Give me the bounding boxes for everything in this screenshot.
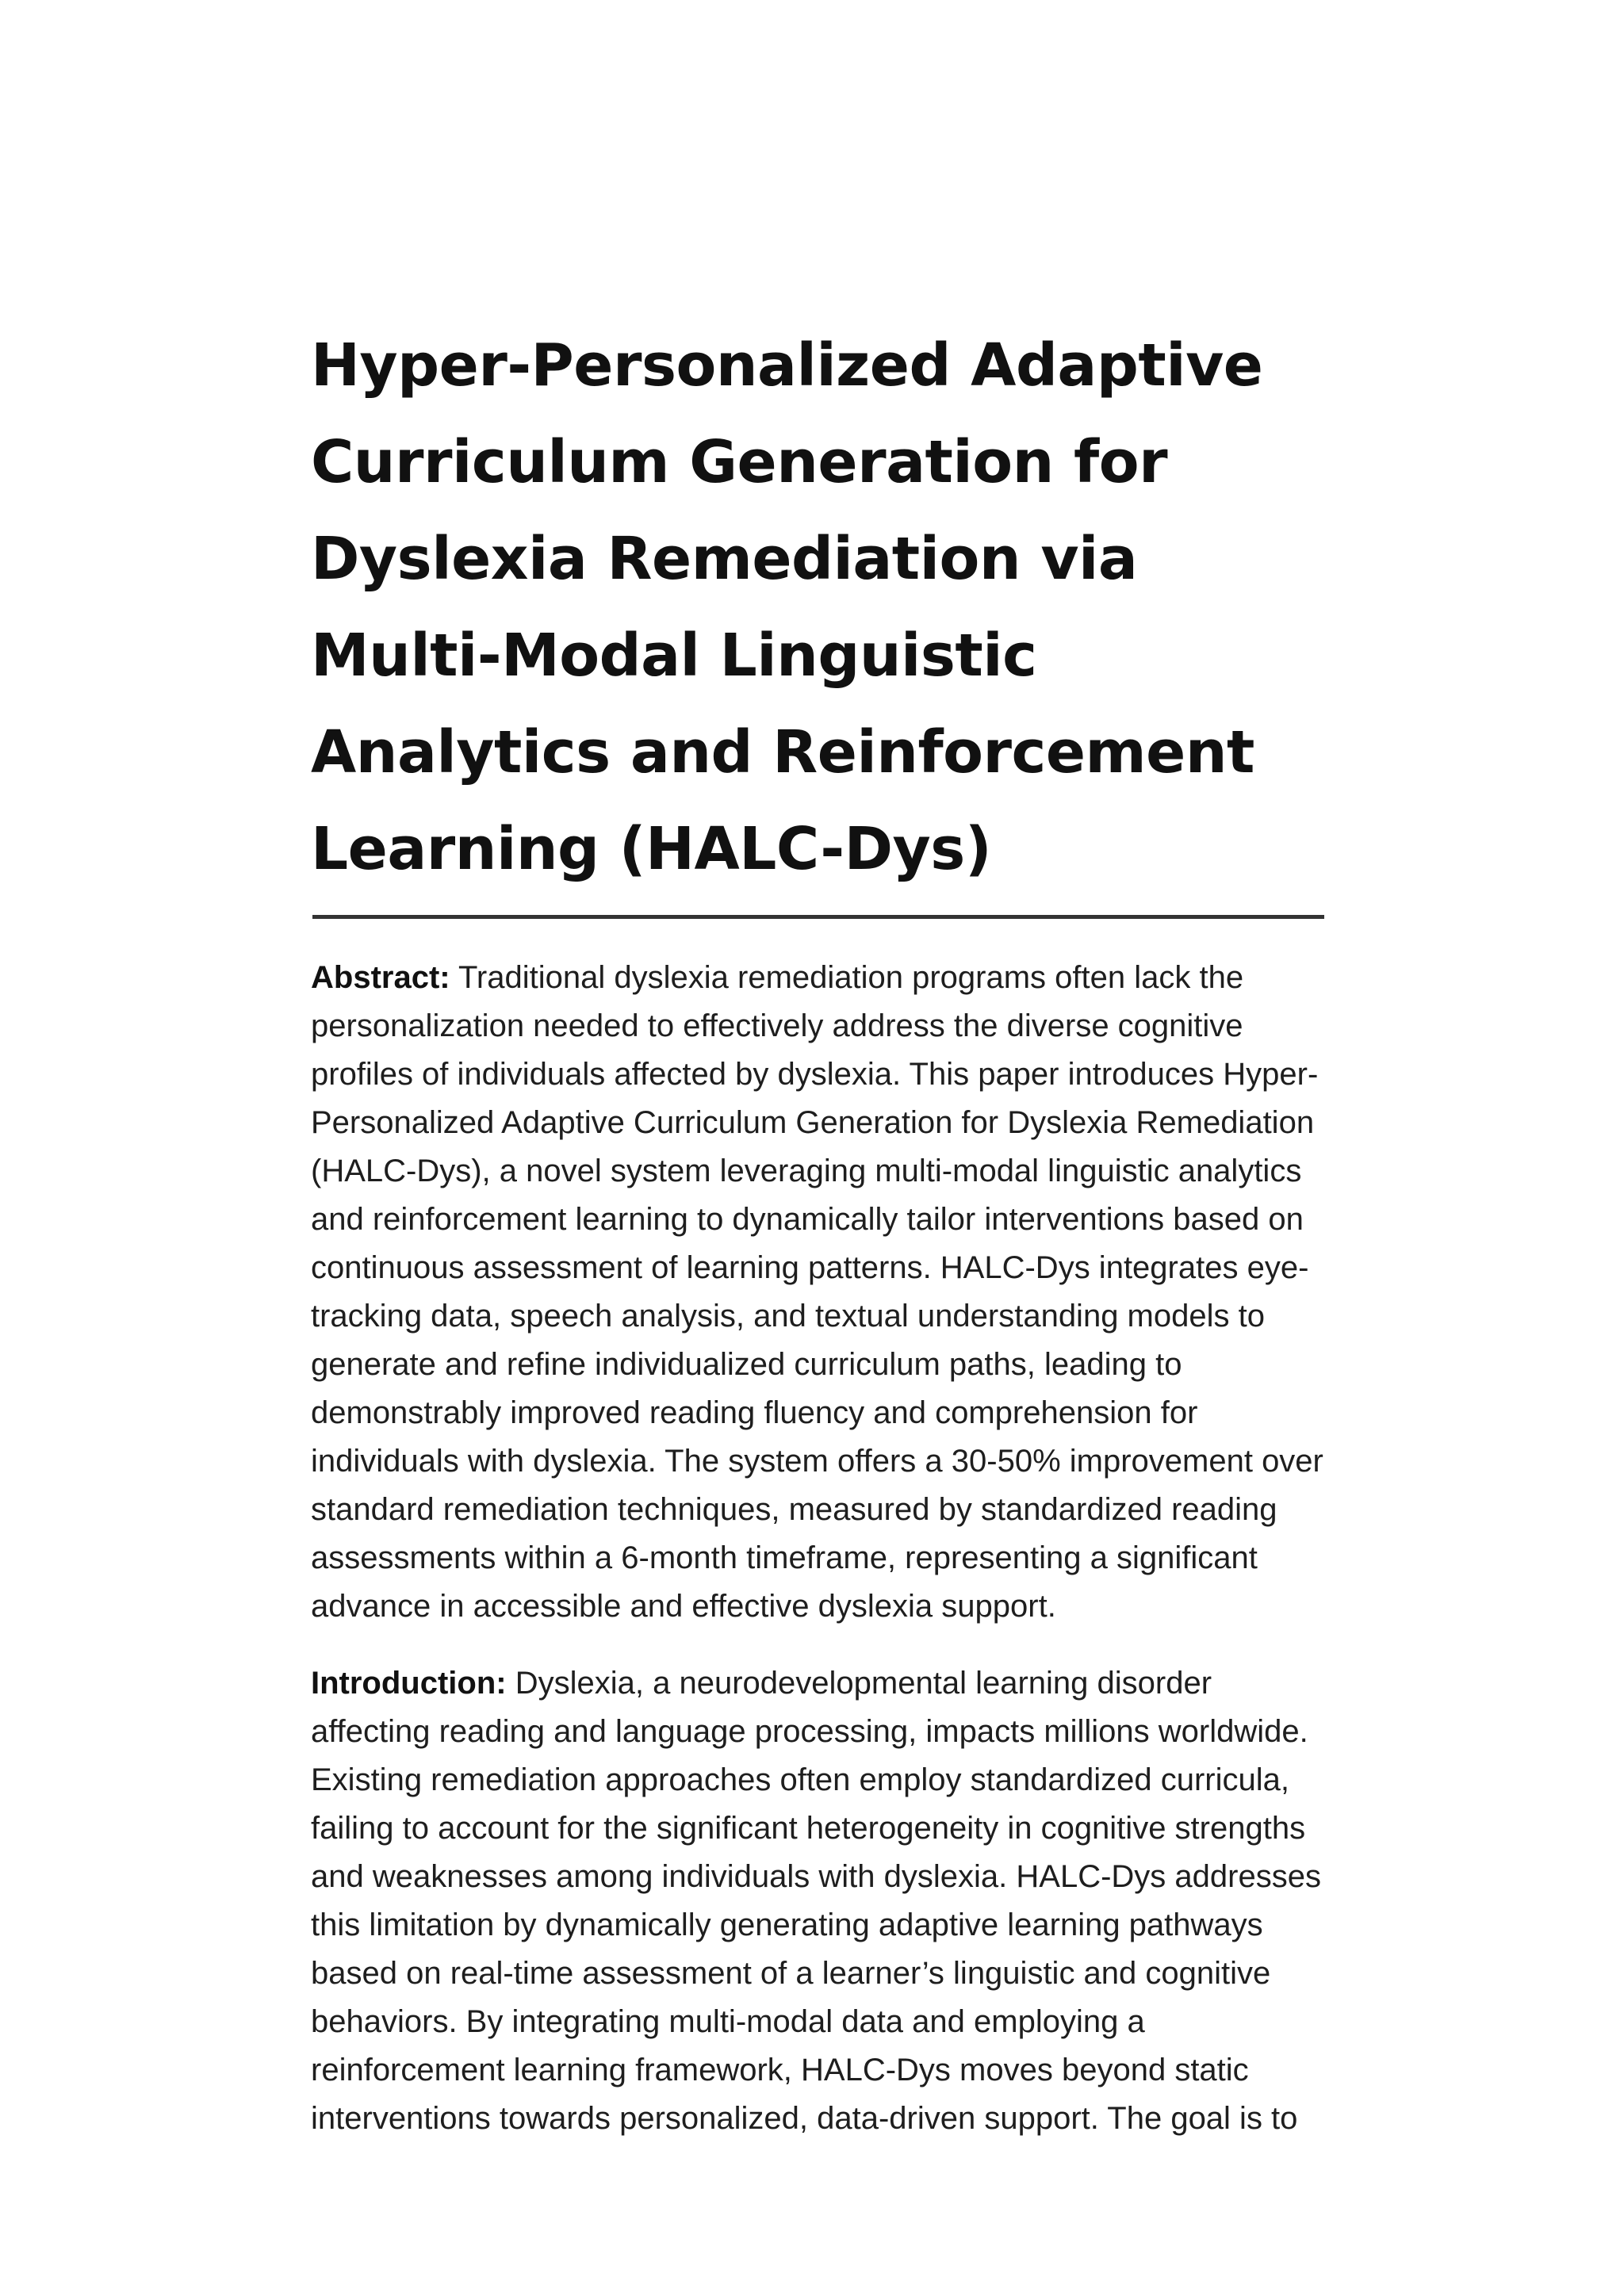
abstract-text: Traditional dyslexia remediation programs often lack the personalization needed to effectively address the diverse cognitive profiles of individuals affected by dyslexia. This paper introduces Hyper-Personalized Adaptive Curriculum Generation for Dyslexia Remediation (HALC-Dys), a novel system leveraging multi-modal linguistic analytics and reinforcement learning to dynamically tailor interventions based on continuous assessment of learning patterns. HALC-Dys integrates eye-tracking data, speech analysis, and textual understanding models to generate and refine individualized curriculum paths, leading to demonstrably improved reading fluency and comprehension for individuals with dyslexia. The system offers a 30-50% improvement over standard remediation techniques, measured by standardized reading assessments within a 6-month timeframe, representing a significant advance in accessible and effective dyslexia support.: [311, 960, 1323, 1624]
introduction-label: Introduction:: [311, 1666, 507, 1701]
document-page: [311, 317, 1326, 2143]
title-divider: [312, 915, 1324, 919]
introduction-paragraph: [311, 1659, 1326, 2143]
abstract-paragraph: [311, 954, 1326, 1631]
abstract-label: Abstract:: [311, 960, 450, 995]
introduction-text: Dyslexia, a neurodevelopmental learning disorder affecting reading and language processing, impacts millions worldwide. Existing remediation approaches often employ standardized curricula, failing to account for the significant heterogeneity in cognitive strengths and weaknesses among individuals with dyslexia. HALC-Dys addresses this limitation by dynamically generating adaptive learning pathways based on real-time assessment of a learner’s linguistic and cognitive behaviors. By integrating multi-modal data and employing a reinforcement learning framework, HALC-Dys moves beyond static interventions towards personalized, data-driven support. The goal is to: [311, 1666, 1321, 2136]
document-title: Hyper-Personalized Adaptive Curriculum Generation for Dyslexia Remediation via Multi-Modal Linguistic Analytics and Reinforcement Learning (HALC-Dys): [311, 331, 1263, 883]
